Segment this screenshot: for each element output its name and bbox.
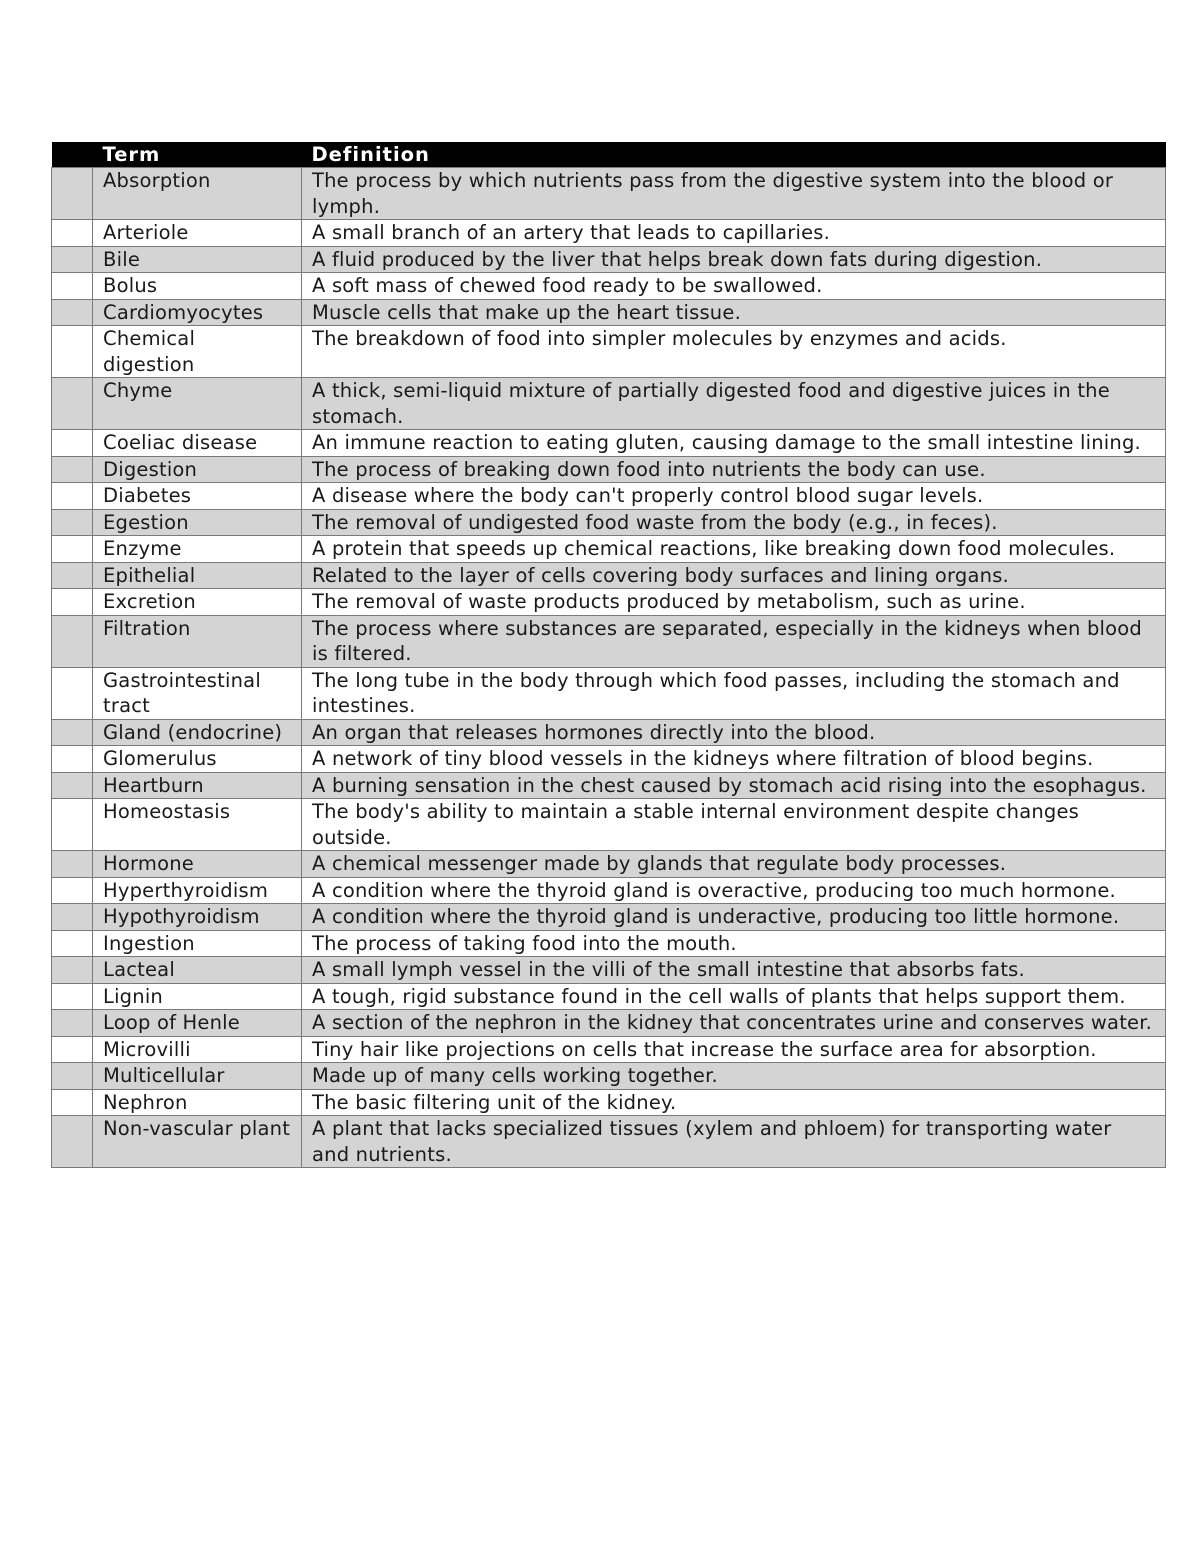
- definition-cell: The body's ability to maintain a stable internal environment despite changes outside.: [302, 799, 1166, 851]
- table-row: [52, 983, 1166, 1010]
- definition-cell: A tough, rigid substance found in the cell walls of plants that helps support them.: [302, 983, 1166, 1010]
- definition-cell: A small branch of an artery that leads to capillaries.: [302, 220, 1166, 247]
- term-cell: Homeostasis: [93, 799, 302, 851]
- definition-cell: A plant that lacks specialized tissues (xylem and phloem) for transporting water and nutrients.: [302, 1116, 1166, 1168]
- term-cell: Epithelial: [93, 562, 302, 589]
- row-blank-cell: [52, 483, 93, 510]
- table-row: [52, 273, 1166, 300]
- table-row: [52, 326, 1166, 378]
- definition-cell: An organ that releases hormones directly into the blood.: [302, 719, 1166, 746]
- definition-cell: A burning sensation in the chest caused by stomach acid rising into the esophagus.: [302, 772, 1166, 799]
- term-cell: Multicellular: [93, 1063, 302, 1090]
- table-row: [52, 799, 1166, 851]
- table-row: [52, 1089, 1166, 1116]
- table-row: [52, 1010, 1166, 1037]
- table-row: [52, 1063, 1166, 1090]
- table-row: [52, 719, 1166, 746]
- term-cell: Diabetes: [93, 483, 302, 510]
- definition-cell: A condition where the thyroid gland is overactive, producing too much hormone.: [302, 877, 1166, 904]
- row-blank-cell: [52, 246, 93, 273]
- header-row: [52, 142, 1166, 168]
- table-row: [52, 430, 1166, 457]
- term-cell: Chyme: [93, 378, 302, 430]
- term-cell: Cardiomyocytes: [93, 299, 302, 326]
- row-blank-cell: [52, 772, 93, 799]
- definition-cell: A disease where the body can't properly control blood sugar levels.: [302, 483, 1166, 510]
- table-row: [52, 378, 1166, 430]
- definition-cell: A small lymph vessel in the villi of the small intestine that absorbs fats.: [302, 957, 1166, 984]
- definition-cell: An immune reaction to eating gluten, causing damage to the small intestine lining.: [302, 430, 1166, 457]
- definition-cell: The breakdown of food into simpler molecules by enzymes and acids.: [302, 326, 1166, 378]
- table-row: [52, 746, 1166, 773]
- row-blank-cell: [52, 667, 93, 719]
- table-row: [52, 220, 1166, 247]
- definition-cell: A protein that speeds up chemical reactions, like breaking down food molecules.: [302, 536, 1166, 563]
- term-cell: Ingestion: [93, 930, 302, 957]
- row-blank-cell: [52, 983, 93, 1010]
- term-cell: Chemical digestion: [93, 326, 302, 378]
- term-cell: Hormone: [93, 851, 302, 878]
- definition-cell: A network of tiny blood vessels in the kidneys where filtration of blood begins.: [302, 746, 1166, 773]
- term-cell: Lacteal: [93, 957, 302, 984]
- row-blank-cell: [52, 326, 93, 378]
- table-row: [52, 851, 1166, 878]
- row-blank-cell: [52, 1116, 93, 1168]
- table-row: [52, 562, 1166, 589]
- row-blank-cell: [52, 904, 93, 931]
- row-blank-cell: [52, 746, 93, 773]
- definition-cell: The process of breaking down food into nutrients the body can use.: [302, 456, 1166, 483]
- table-row: [52, 957, 1166, 984]
- row-blank-cell: [52, 1063, 93, 1090]
- term-cell: Digestion: [93, 456, 302, 483]
- row-blank-cell: [52, 799, 93, 851]
- term-cell: Gland (endocrine): [93, 719, 302, 746]
- term-cell: Coeliac disease: [93, 430, 302, 457]
- row-blank-cell: [52, 957, 93, 984]
- term-cell: Lignin: [93, 983, 302, 1010]
- term-cell: Non-vascular plant: [93, 1116, 302, 1168]
- table-body: [52, 168, 1166, 1168]
- table-row: [52, 877, 1166, 904]
- table-row: [52, 536, 1166, 563]
- term-cell: Filtration: [93, 615, 302, 667]
- row-blank-cell: [52, 378, 93, 430]
- term-cell: Egestion: [93, 509, 302, 536]
- row-blank-cell: [52, 299, 93, 326]
- term-cell: Loop of Henle: [93, 1010, 302, 1037]
- row-blank-cell: [52, 536, 93, 563]
- table-row: [52, 299, 1166, 326]
- row-blank-cell: [52, 1089, 93, 1116]
- table-row: [52, 483, 1166, 510]
- term-cell: Enzyme: [93, 536, 302, 563]
- term-cell: Bolus: [93, 273, 302, 300]
- row-blank-cell: [52, 615, 93, 667]
- definition-cell: Related to the layer of cells covering body surfaces and lining organs.: [302, 562, 1166, 589]
- table-row: [52, 615, 1166, 667]
- table-row: [52, 930, 1166, 957]
- header-term: Term: [93, 142, 302, 168]
- term-cell: Arteriole: [93, 220, 302, 247]
- table-row: [52, 509, 1166, 536]
- table-row: [52, 772, 1166, 799]
- definition-cell: The process where substances are separated, especially in the kidneys when blood is filtered.: [302, 615, 1166, 667]
- term-cell: Nephron: [93, 1089, 302, 1116]
- table-row: [52, 168, 1166, 220]
- row-blank-cell: [52, 1010, 93, 1037]
- row-blank-cell: [52, 430, 93, 457]
- table-row: [52, 456, 1166, 483]
- table-row: [52, 1036, 1166, 1063]
- definition-cell: A fluid produced by the liver that helps break down fats during digestion.: [302, 246, 1166, 273]
- header-definition: Definition: [302, 142, 1166, 168]
- definition-cell: A condition where the thyroid gland is underactive, producing too little hormone.: [302, 904, 1166, 931]
- term-cell: Absorption: [93, 168, 302, 220]
- table-row: [52, 1116, 1166, 1168]
- row-blank-cell: [52, 851, 93, 878]
- definition-cell: Made up of many cells working together.: [302, 1063, 1166, 1090]
- term-cell: Hyperthyroidism: [93, 877, 302, 904]
- definition-cell: The basic filtering unit of the kidney.: [302, 1089, 1166, 1116]
- term-cell: Hypothyroidism: [93, 904, 302, 931]
- row-blank-cell: [52, 220, 93, 247]
- row-blank-cell: [52, 273, 93, 300]
- header-blank: [52, 142, 93, 168]
- glossary-table: [51, 142, 1166, 1168]
- term-cell: Microvilli: [93, 1036, 302, 1063]
- definition-cell: A section of the nephron in the kidney that concentrates urine and conserves water.: [302, 1010, 1166, 1037]
- table-row: [52, 904, 1166, 931]
- definition-cell: A thick, semi-liquid mixture of partially digested food and digestive juices in the stomach.: [302, 378, 1166, 430]
- definition-cell: The process of taking food into the mouth.: [302, 930, 1166, 957]
- row-blank-cell: [52, 1036, 93, 1063]
- definition-cell: The removal of undigested food waste from the body (e.g., in feces).: [302, 509, 1166, 536]
- row-blank-cell: [52, 562, 93, 589]
- row-blank-cell: [52, 509, 93, 536]
- row-blank-cell: [52, 719, 93, 746]
- definition-cell: Muscle cells that make up the heart tissue.: [302, 299, 1166, 326]
- term-cell: Bile: [93, 246, 302, 273]
- table-row: [52, 589, 1166, 616]
- term-cell: Glomerulus: [93, 746, 302, 773]
- row-blank-cell: [52, 589, 93, 616]
- definition-cell: The process by which nutrients pass from the digestive system into the blood or lymph.: [302, 168, 1166, 220]
- definition-cell: The removal of waste products produced by metabolism, such as urine.: [302, 589, 1166, 616]
- definition-cell: Tiny hair like projections on cells that increase the surface area for absorption.: [302, 1036, 1166, 1063]
- definition-cell: A soft mass of chewed food ready to be swallowed.: [302, 273, 1166, 300]
- term-cell: Heartburn: [93, 772, 302, 799]
- term-cell: Gastrointestinal tract: [93, 667, 302, 719]
- table-row: [52, 246, 1166, 273]
- row-blank-cell: [52, 930, 93, 957]
- row-blank-cell: [52, 877, 93, 904]
- term-cell: Excretion: [93, 589, 302, 616]
- table-row: [52, 667, 1166, 719]
- row-blank-cell: [52, 456, 93, 483]
- table-header: [52, 142, 1166, 168]
- definition-cell: A chemical messenger made by glands that regulate body processes.: [302, 851, 1166, 878]
- definition-cell: The long tube in the body through which food passes, including the stomach and intestines.: [302, 667, 1166, 719]
- row-blank-cell: [52, 168, 93, 220]
